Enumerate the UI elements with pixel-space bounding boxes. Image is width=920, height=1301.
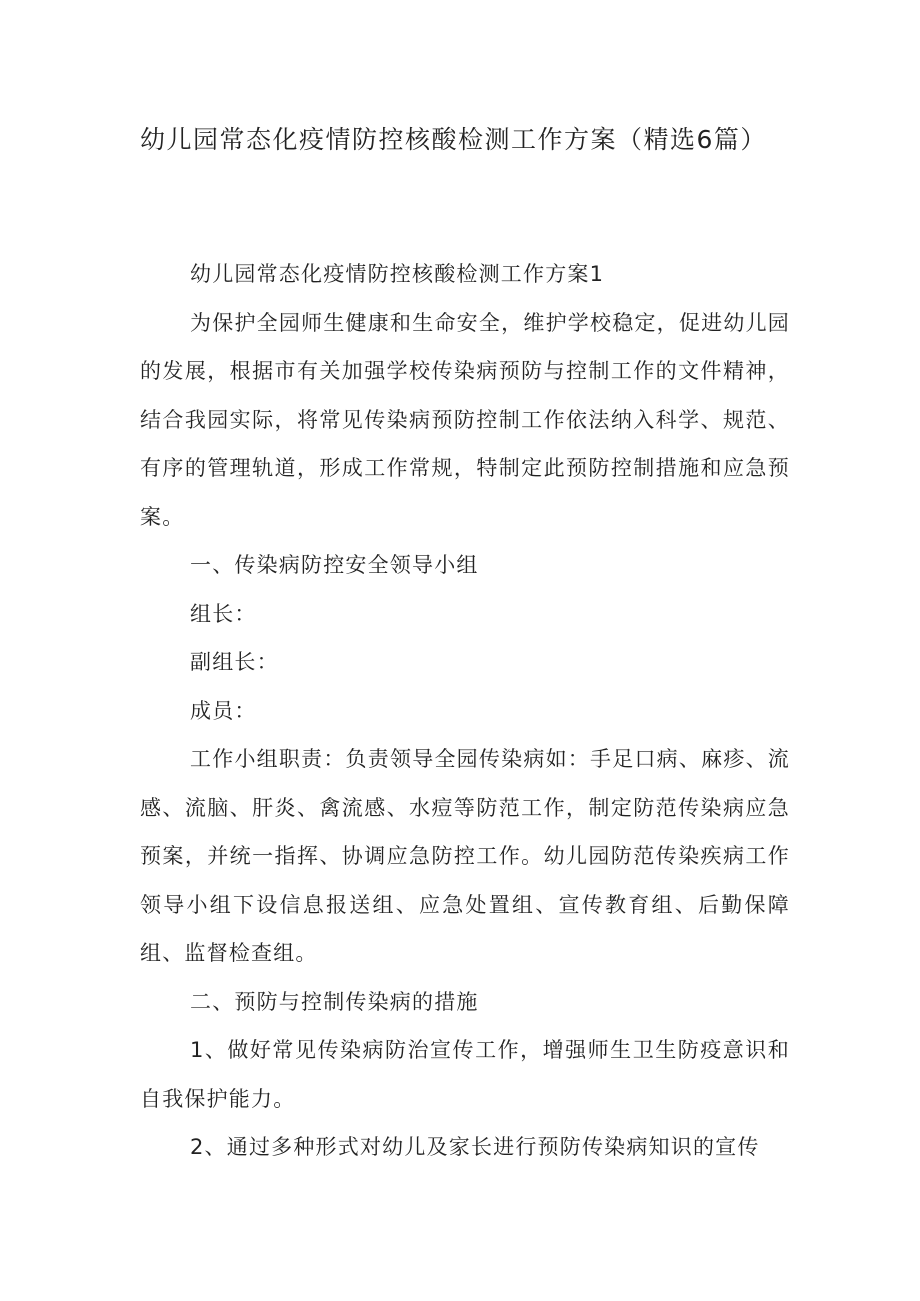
- section-heading-2: 二、预防与控制传染病的措施: [190, 989, 479, 1014]
- duties-paragraph: 工作小组职责：负责领导全园传染病如：手足口病、麻疹、流感、流脑、肝炎、禽流感、水痘等防范工作，制定防范传染病应急预案，并统一指挥、协调应急防控工作。幼儿园防范传染疾病工作领导小组下设信息报送组、应急处置组、宣传教育组、后勤保障组、监督检查组。: [140, 747, 790, 965]
- measure-paragraph-1: 1、做好常见传染病防治宣传工作，增强师生卫生防疫意识和自我保护能力。: [140, 1038, 790, 1111]
- members-line: 成员：: [190, 698, 257, 723]
- measure-paragraph-2: 2、通过多种形式对幼儿及家长进行预防传染病知识的宣传: [190, 1135, 760, 1159]
- document-title: 幼儿园常态化疫情防控核酸检测工作方案（精选6篇）: [140, 125, 767, 154]
- section-heading-1: 一、传染病防控安全领导小组: [190, 553, 479, 577]
- deputy-leader-line: 副组长：: [190, 650, 279, 674]
- document-body: [140, 250, 790, 1172]
- leader-line: 组长：: [190, 601, 257, 626]
- section-title: 幼儿园常态化疫情防控核酸检测工作方案1: [190, 262, 605, 286]
- intro-paragraph: 为保护全园师生健康和生命安全，维护学校稳定，促进幼儿园的发展，根据市有关加强学校传染病预防与控制工作的文件精神，结合我园实际，将常见传染病预防控制工作依法纳入科学、规范、有序的管理轨道，形成工作常规，特制定此预防控制措施和应急预案。: [140, 310, 790, 529]
